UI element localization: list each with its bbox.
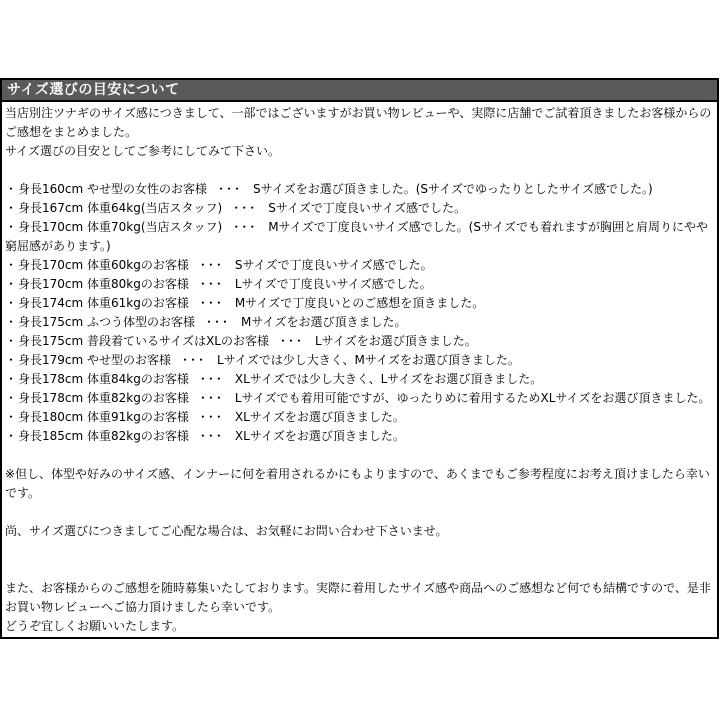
customer-profile: 身長160cm やせ型の女性のお客様	[18, 182, 208, 196]
size-feedback-item	[5, 427, 714, 446]
size-feedback-item	[5, 389, 714, 408]
size-comment: XLサイズをお選び頂きました。	[234, 410, 405, 424]
bullet-marker: ・	[5, 353, 18, 367]
ellipsis-separator: ･･･	[233, 220, 258, 234]
size-comment: XLサイズでは少し大きく、Lサイズをお選び頂きました。	[234, 372, 543, 386]
size-guide-title: サイズ選びの目安について	[7, 82, 180, 98]
customer-profile: 身長185cm 体重82kgのお客様	[18, 429, 189, 443]
ellipsis-separator: ･･･	[182, 353, 207, 367]
bullet-marker: ・	[5, 410, 18, 424]
intro-text-line2: サイズ選びの目安としてご参考にしてみて下さい。	[5, 144, 281, 158]
size-feedback-item	[5, 408, 714, 427]
customer-profile: 身長175cm ふつう体型のお客様	[18, 315, 196, 329]
bullet-marker: ・	[5, 182, 18, 196]
size-comment: Lサイズで丁度良いサイズ感でした。	[234, 277, 432, 291]
bullet-marker: ・	[5, 315, 18, 329]
size-comment: XLサイズをお選び頂きました。	[234, 429, 405, 443]
size-comment: Mサイズをお選び頂きました。	[241, 315, 407, 329]
customer-profile: 身長175cm 普段着ているサイズはXLのお客様	[18, 334, 269, 348]
size-feedback-item	[5, 294, 714, 313]
size-comment: Mサイズで丁度良いサイズ感でした。(Sサイズでも着れますが胸囲と肩周りにやや窮屈感があります。)	[5, 220, 709, 253]
size-feedback-item	[5, 199, 714, 218]
ellipsis-separator: ･･･	[199, 410, 224, 424]
customer-profile: 身長170cm 体重70kg(当店スタッフ)	[18, 220, 223, 234]
disclaimer-note: ※但し、体型や好みのサイズ感、インナーに何を着用されるかにもよりますので、あくまでもご参考程度にお考え頂けましたら幸いです。	[5, 467, 710, 500]
bullet-marker: ・	[5, 220, 18, 234]
ellipsis-separator: ･･･	[206, 315, 231, 329]
size-comment: Sサイズで丁度良いサイズ感でした。	[234, 258, 433, 272]
customer-profile: 身長178cm 体重84kgのお客様	[18, 372, 189, 386]
customer-profile: 身長179cm やせ型のお客様	[18, 353, 172, 367]
size-comment: Lサイズでも着用可能ですが、ゆったりめに着用するためXLサイズをお選び頂きました。	[234, 391, 711, 405]
size-comment: Sサイズをお選び頂きました。(Sサイズでゆったりとしたサイズ感でした。)	[253, 182, 653, 196]
size-feedback-item	[5, 351, 714, 370]
size-comment: Mサイズで丁度良いとのご感想を頂きました。	[234, 296, 485, 310]
ellipsis-separator: ･･･	[199, 296, 224, 310]
bullet-marker: ・	[5, 334, 18, 348]
customer-profile: 身長170cm 体重80kgのお客様	[18, 277, 189, 291]
ellipsis-separator: ･･･	[199, 277, 224, 291]
ellipsis-separator: ･･･	[199, 372, 224, 386]
review-request-note: また、お客様からのご感想を随時募集いたしております。実際に着用したサイズ感や商品へのご感想など何でも結構ですので、是非お買い物レビューへご協力頂けましたら幸いです。	[5, 581, 711, 614]
bullet-marker: ・	[5, 391, 18, 405]
spacer	[5, 446, 714, 465]
customer-profile: 身長178cm 体重82kgのお客様	[18, 391, 189, 405]
size-feedback-item	[5, 332, 714, 351]
bullet-marker: ・	[5, 296, 18, 310]
size-guide-panel	[0, 78, 719, 639]
size-feedback-item	[5, 275, 714, 294]
ellipsis-separator: ･･･	[279, 334, 304, 348]
bullet-marker: ・	[5, 258, 18, 272]
spacer	[5, 503, 714, 522]
bullet-marker: ・	[5, 429, 18, 443]
customer-profile: 身長170cm 体重60kgのお客様	[18, 258, 189, 272]
bullet-marker: ・	[5, 277, 18, 291]
size-feedback-item	[5, 218, 714, 256]
size-feedback-item	[5, 313, 714, 332]
ellipsis-separator: ･･･	[199, 391, 224, 405]
size-feedback-list	[5, 180, 714, 446]
spacer	[5, 161, 714, 180]
ellipsis-separator: ･･･	[233, 201, 258, 215]
intro-text-line1: 当店別注ツナギのサイズ感につきまして、一部ではございますがお買い物レビューや、実際に店舗でご試着頂きましたお客様からのご感想をまとめました。	[5, 106, 712, 139]
size-feedback-item	[5, 256, 714, 275]
spacer	[5, 541, 714, 579]
customer-profile: 身長167cm 体重64kg(当店スタッフ)	[18, 201, 223, 215]
ellipsis-separator: ･･･	[218, 182, 243, 196]
bullet-marker: ・	[5, 372, 18, 386]
size-comment: Sサイズで丁度良いサイズ感でした。	[268, 201, 466, 215]
customer-profile: 身長174cm 体重61kgのお客様	[18, 296, 189, 310]
ellipsis-separator: ･･･	[199, 258, 224, 272]
contact-note: 尚、サイズ選びにつきましてご心配な場合は、お気軽にお問い合わせ下さいませ。	[5, 524, 448, 538]
size-guide-header	[2, 80, 717, 102]
customer-profile: 身長180cm 体重91kgのお客様	[18, 410, 189, 424]
closing-note: どうぞ宜しくお願いいたします。	[5, 619, 185, 633]
size-comment: Lサイズでは少し大きく、Mサイズをお選び頂きました。	[217, 353, 520, 367]
bullet-marker: ・	[5, 201, 18, 215]
size-comment: Lサイズをお選び頂きました。	[315, 334, 477, 348]
size-guide-body	[2, 102, 717, 635]
ellipsis-separator: ･･･	[199, 429, 224, 443]
size-feedback-item	[5, 370, 714, 389]
size-feedback-item	[5, 180, 714, 199]
